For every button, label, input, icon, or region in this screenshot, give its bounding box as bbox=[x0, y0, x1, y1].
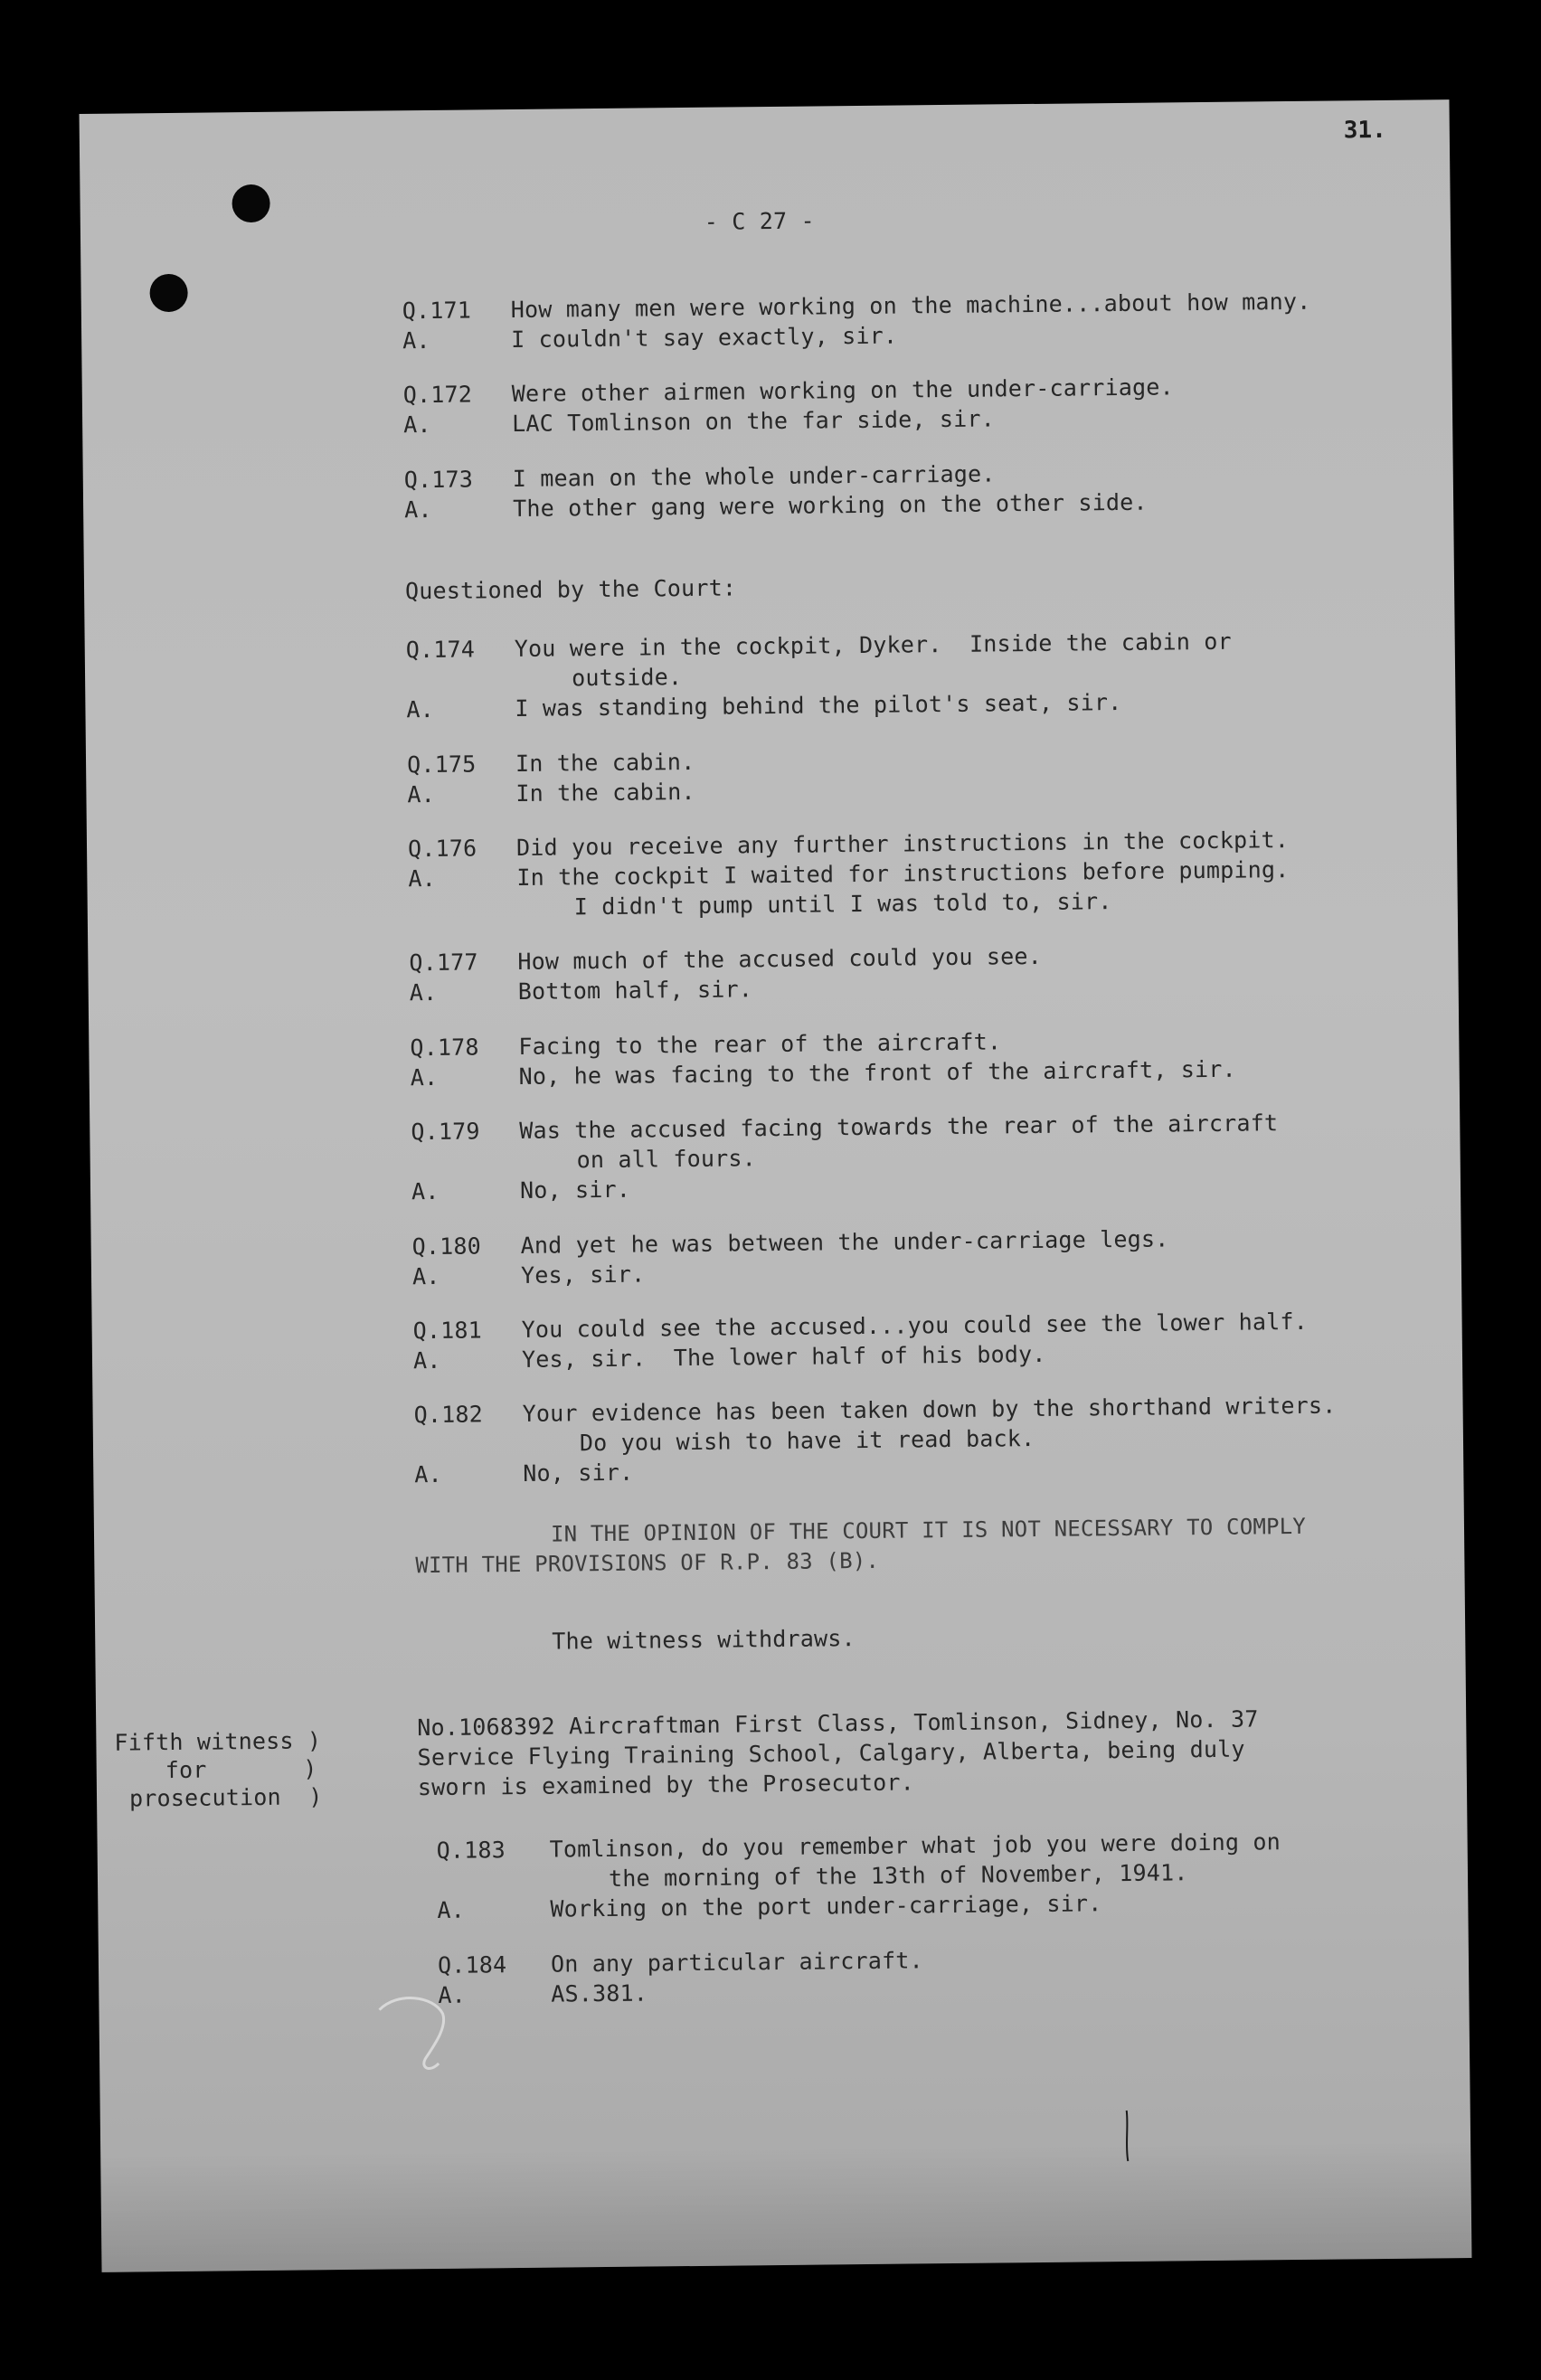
question-text: You could see the accused...you could see the lower half. bbox=[521, 1308, 1309, 1343]
witness-intro-line: Service Flying Training School, Calgary, Alberta, being duly bbox=[417, 1735, 1245, 1771]
question-continuation: the morning of the 13th of November, 1941. bbox=[608, 1859, 1188, 1892]
a-label: A. bbox=[414, 1460, 442, 1488]
q-label: Q.174 bbox=[405, 636, 476, 664]
answer-text: No, sir. bbox=[519, 1176, 631, 1204]
page-number: 31. bbox=[1343, 116, 1386, 145]
question-text: Your evidence has been taken down by the shorthand writers. bbox=[522, 1392, 1337, 1427]
a-label: A. bbox=[403, 496, 432, 524]
q-label: Q.172 bbox=[402, 381, 473, 409]
question-text: On any particular aircraft. bbox=[550, 1947, 923, 1978]
question-text: Did you receive any further instructions in the cockpit. bbox=[515, 826, 1290, 861]
a-label: A. bbox=[412, 1346, 441, 1374]
page-header: - C 27 - bbox=[704, 207, 815, 235]
q-label: Q.183 bbox=[436, 1837, 506, 1864]
a-label: A. bbox=[406, 695, 435, 723]
answer-text: Yes, sir. The lower half of his body. bbox=[521, 1340, 1046, 1373]
punch-hole-bottom bbox=[149, 274, 187, 312]
side-label-line: Fifth witness ) bbox=[114, 1727, 322, 1756]
q-label: Q.175 bbox=[406, 751, 477, 779]
a-label: A. bbox=[438, 1981, 467, 2008]
answer-text: In the cabin. bbox=[515, 778, 695, 807]
a-label: A. bbox=[411, 1177, 440, 1205]
q-label: Q.178 bbox=[410, 1034, 479, 1062]
question-text: You were in the cockpit, Dyker. Inside the cabin or bbox=[514, 628, 1232, 662]
document-page bbox=[80, 99, 1472, 2272]
answer-text: Bottom half, sir. bbox=[517, 976, 753, 1005]
answer-text: AS.381. bbox=[551, 1979, 648, 2007]
question-text: How much of the accused could you see. bbox=[517, 942, 1043, 975]
q-label: Q.176 bbox=[407, 835, 477, 863]
answer-text: Yes, sir. bbox=[520, 1261, 646, 1289]
witness-intro-line: sworn is examined by the Prosecutor. bbox=[417, 1769, 915, 1801]
a-label: A. bbox=[403, 411, 431, 439]
q-label: Q.173 bbox=[403, 466, 474, 494]
a-label: A. bbox=[407, 780, 436, 808]
question-text: How many men were working on the machine...about how many. bbox=[510, 288, 1311, 324]
a-label: A. bbox=[411, 1262, 440, 1290]
a-label: A. bbox=[410, 1063, 439, 1091]
a-label: A. bbox=[409, 978, 438, 1006]
opinion-line: IN THE OPINION OF THE COURT IT IS NOT NECESSARY TO COMPLY bbox=[550, 1513, 1307, 1547]
q-label: Q.184 bbox=[437, 1951, 507, 1979]
question-continuation: on all fours. bbox=[576, 1145, 757, 1174]
pencil-mark bbox=[361, 1973, 470, 2082]
answer-text: I was standing behind the pilot's seat, sir. bbox=[515, 688, 1122, 722]
q-label: Q.181 bbox=[412, 1317, 483, 1345]
q-label: Q.177 bbox=[409, 949, 478, 977]
q-label: Q.171 bbox=[402, 297, 472, 325]
question-continuation: outside. bbox=[571, 664, 683, 692]
question-continuation: Do you wish to have it read back. bbox=[579, 1425, 1035, 1457]
question-text: Was the accused facing towards the rear of the aircraft bbox=[519, 1110, 1279, 1144]
witness-intro-line: No.1068392 Aircraftman First Class, Tomlinson, Sidney, No. 37 bbox=[417, 1705, 1259, 1742]
question-text: Were other airmen working on the under-carriage. bbox=[511, 373, 1174, 408]
a-label: A. bbox=[402, 326, 430, 354]
answer-text: The other gang were working on the other side. bbox=[512, 488, 1148, 522]
question-text: And yet he was between the under-carriage legs. bbox=[520, 1225, 1169, 1259]
q-label: Q.182 bbox=[413, 1401, 484, 1429]
answer-text: No, sir. bbox=[523, 1459, 634, 1487]
opinion-line: WITH THE PROVISIONS OF R.P. 83 (B). bbox=[415, 1547, 880, 1579]
question-text: I mean on the whole under-carriage. bbox=[512, 460, 996, 493]
answer-continuation: I didn't pump until I was told to, sir. bbox=[573, 888, 1112, 921]
a-label: A. bbox=[408, 864, 437, 892]
q-label: Q.180 bbox=[411, 1232, 482, 1261]
punch-hole-top bbox=[232, 184, 269, 222]
a-label: A. bbox=[437, 1896, 466, 1923]
answer-text: In the cockpit I waited for instructions before pumping. bbox=[516, 856, 1290, 891]
question-text: In the cabin. bbox=[515, 748, 695, 777]
answer-text: I couldn't say exactly, sir. bbox=[511, 322, 898, 354]
question-text: Facing to the rear of the aircraft. bbox=[518, 1028, 1002, 1060]
side-label-line: for ) bbox=[165, 1755, 317, 1784]
q-label: Q.179 bbox=[411, 1118, 480, 1146]
question-text: Tomlinson, do you remember what job you were doing on bbox=[549, 1828, 1281, 1863]
court-heading: Questioned by the Court: bbox=[404, 574, 737, 605]
answer-text: LAC Tomlinson on the far side, sir. bbox=[512, 405, 996, 438]
witness-withdraws: The witness withdraws. bbox=[552, 1625, 856, 1655]
answer-text: Working on the port under-carriage, sir. bbox=[550, 1890, 1102, 1922]
side-label-line: prosecution ) bbox=[128, 1783, 323, 1812]
answer-text: No, he was facing to the front of the aircraft, sir. bbox=[518, 1055, 1236, 1090]
pen-stroke bbox=[1118, 2109, 1137, 2163]
